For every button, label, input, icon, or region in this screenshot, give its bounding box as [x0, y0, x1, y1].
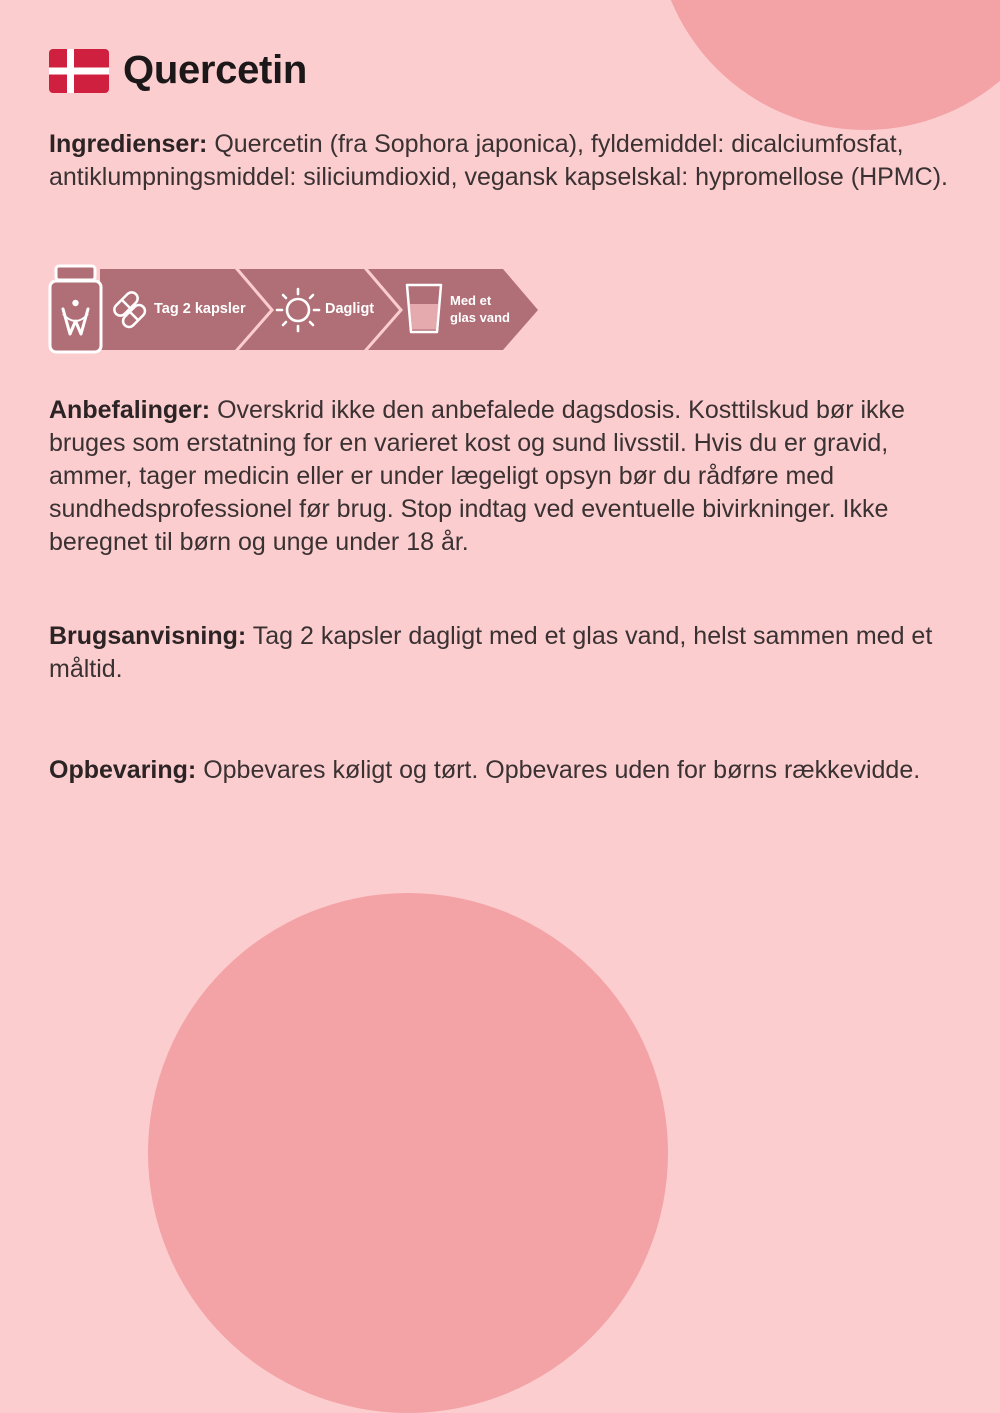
- ingredients-section: [49, 128, 954, 194]
- usage-section: [49, 620, 954, 686]
- usage-steps: [48, 264, 548, 356]
- step-label-capsules: Tag 2 kapsler: [154, 301, 246, 317]
- ingredients-label: Ingredienser:: [49, 130, 208, 158]
- decorative-blob-bottom: [148, 893, 668, 1413]
- ingredients-text: Quercetin (fra Sophora japonica), fyldemiddel: dicalciumfosfat, antiklumpningsmiddel: siliciumdioxid, vegansk kapselskal: hypromellose (HPMC).: [49, 130, 948, 191]
- step-label-daily: Dagligt: [325, 301, 375, 317]
- recommendations-text: Overskrid ikke den anbefalede dagsdosis. Kosttilskud bør ikke bruges som erstatning for en varieret kost og sund livsstil. Hvis du er gravid, ammer, tager medicin eller er under lægeligt opsyn bør du rådføre med sundhedsprofessionel før brug. Stop indtag ved eventuelle bivirkninger. Ikke beregnet til børn og unge under 18 år.: [49, 396, 905, 556]
- storage-label: Opbevaring:: [49, 756, 197, 784]
- recommendations-label: Anbefalinger:: [49, 396, 211, 424]
- step-label-water: Med et glas vand: [450, 293, 510, 325]
- product-title: Quercetin: [123, 48, 308, 92]
- usage-label: Brugsanvisning:: [49, 622, 247, 650]
- storage-section: [49, 754, 954, 787]
- recommendations-section: [49, 394, 954, 559]
- jar-icon: [50, 266, 101, 352]
- product-header: [49, 48, 307, 93]
- storage-text: Opbevares køligt og tørt. Opbevares uden for børns rækkevidde.: [203, 756, 921, 784]
- decorative-blob-top: [655, 0, 1000, 130]
- usage-text: Tag 2 kapsler dagligt med et glas vand, helst sammen med et måltid.: [49, 622, 933, 683]
- denmark-flag-icon: [49, 49, 109, 93]
